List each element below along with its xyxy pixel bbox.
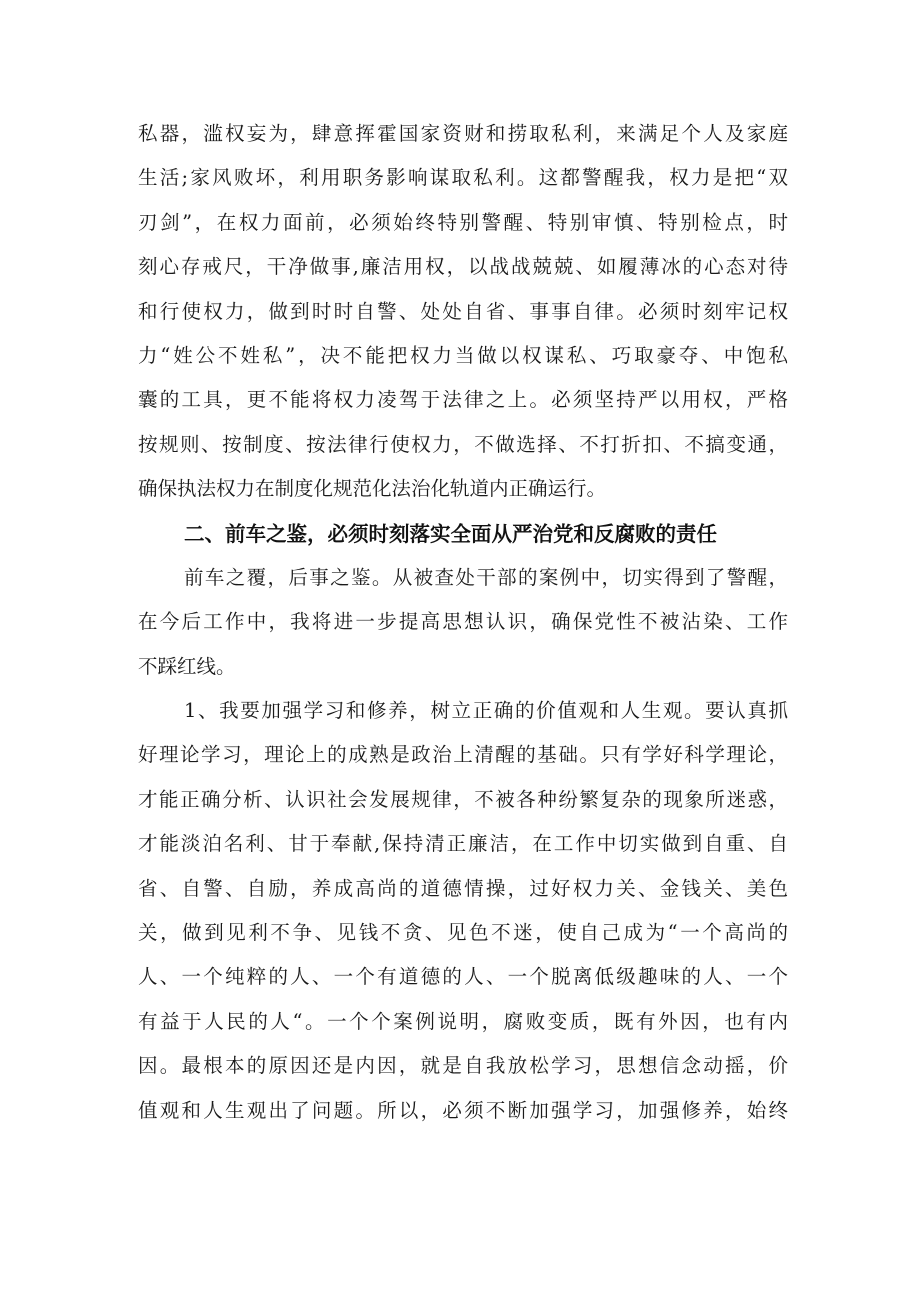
text-line: 力“姓公不姓私”，决不能把权力当做以权谋私、巧取豪夺、中饱私 [138,343,788,367]
text-line: 刃剑”，在权力面前，必须始终特别警醒、特别审慎、特别检点，时 [138,210,788,234]
text-line: 不踩红线。 [138,654,236,678]
text-line: 才能淡泊名利、甘于奉献,保持清正廉洁，在工作中切实做到自重、自 [138,832,788,856]
text-line: 私器，滥权妄为，肆意挥霍国家资财和捞取私利，来满足个人及家庭 [138,122,788,145]
text-line: 才能正确分析、认识社会发展规律，不被各种纷繁复杂的现象所迷惑， [138,787,788,811]
text-line: 囊的工具，更不能将权力凌驾于法律之上。必须坚持严以用权，严格 [138,388,788,412]
paragraph-3 [138,689,788,1133]
text-line: 刻心存戒尺，干净做事,廉洁用权，以战战兢兢、如履薄冰的心态对待 [138,255,788,279]
text-line: 有益于人民的人“。一个个案例说明，腐败变质，既有外因，也有内 [138,1009,788,1033]
text-line: 前车之覆，后事之鉴。从被查处干部的案例中，切实得到了警醒， [184,565,788,589]
text-line: 1、我要加强学习和修养，树立正确的价值观和人生观。要认真抓 [184,699,788,723]
text-line: 好理论学习，理论上的成熟是政治上清醒的基础。只有学好科学理论， [138,743,788,767]
text-line: 人、一个纯粹的人、一个有道德的人、一个脱离低级趣味的人、一个 [138,965,788,989]
text-line: 生活;家风败坏，利用职务影响谋取私利。这都警醒我，权力是把“双 [138,166,788,190]
paragraph-1 [138,112,788,512]
text-line: 在今后工作中，我将进一步提高思想认识，确保党性不被沾染、工作 [138,610,788,634]
text-line: 值观和人生观出了问题。所以，必须不断加强学习，加强修养，始终 [138,1098,788,1122]
text-line: 省、自警、自励，养成高尚的道德情操，过好权力关、金钱关、美色 [138,876,788,900]
text-line: 因。最根本的原因还是内因，就是自我放松学习，思想信念动摇，价 [138,1054,788,1078]
document-body [138,112,788,1133]
text-line: 按规则、按制度、按法律行使权力，不做选择、不打折扣、不搞变通， [138,432,788,456]
text-line: 确保执法权力在制度化规范化法治化轨道内正确运行。 [138,477,607,501]
text-line: 和行使权力，做到时时自警、处处自省、事事自律。必须时刻牢记权 [138,299,788,323]
section-heading: 二、前车之鉴，必须时刻落实全面从严治党和反腐败的责任 [184,521,717,546]
paragraph-2 [138,556,788,689]
text-line: 关，做到见利不争、见钱不贪、见色不迷，使自己成为“一个高尚的 [138,921,788,945]
